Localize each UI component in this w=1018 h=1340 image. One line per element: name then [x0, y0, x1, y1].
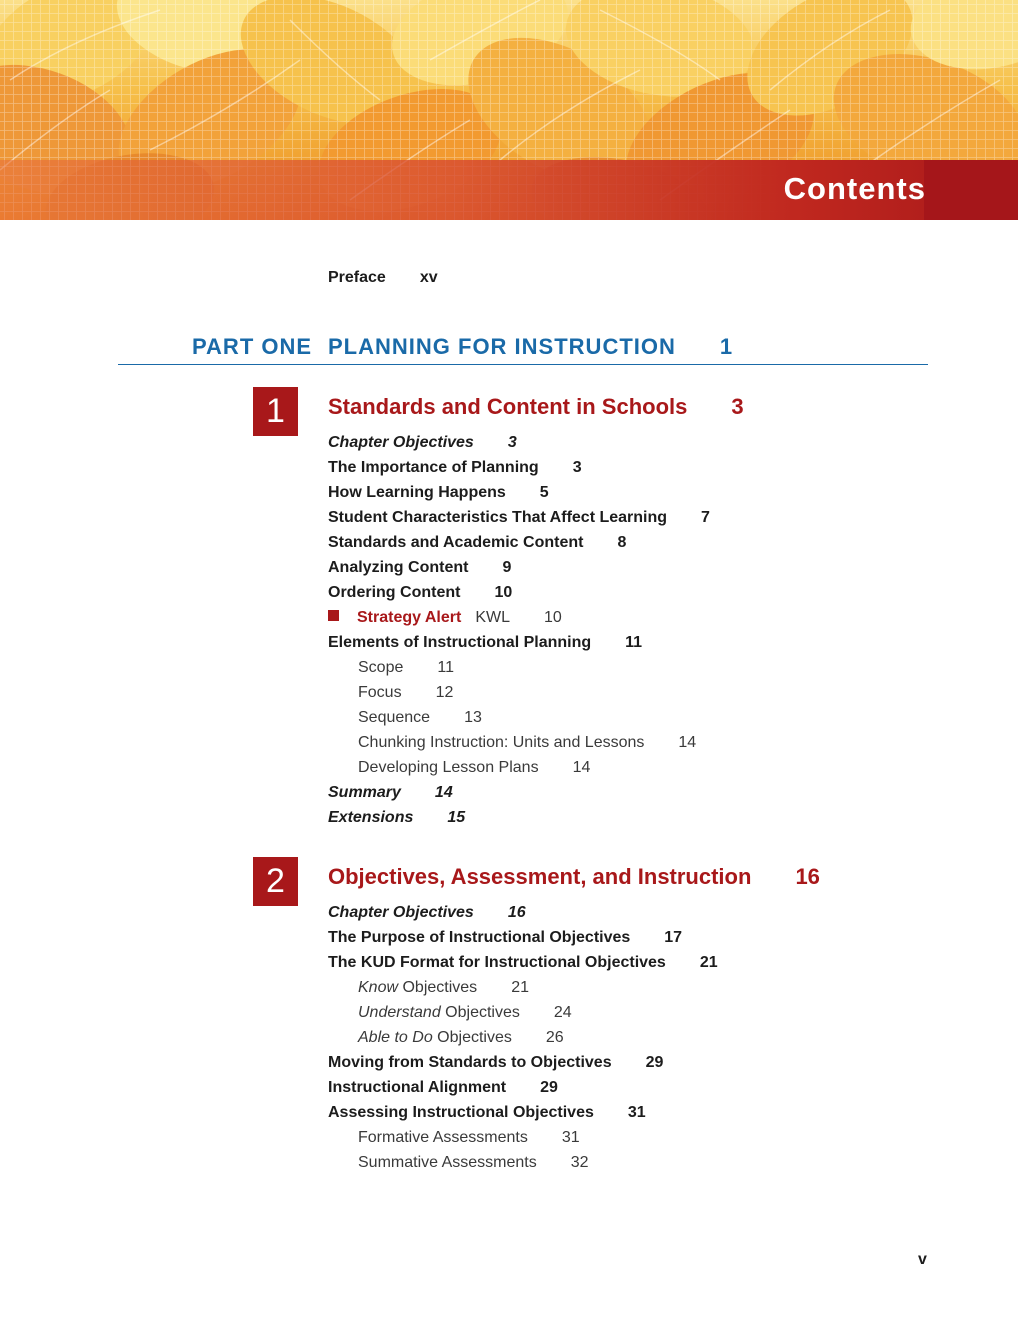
toc-entry[interactable] [328, 953, 718, 973]
part-page: 1 [719, 334, 734, 359]
toc-entry-label-italic: Know [358, 979, 399, 996]
toc-entry-page: 11 [437, 659, 454, 676]
toc-entry-page: 10 [494, 584, 513, 601]
square-bullet-icon [328, 610, 339, 621]
toc-subentry[interactable] [358, 708, 482, 728]
page-number: v [918, 1251, 927, 1268]
strategy-alert-text: KWL [475, 609, 510, 626]
toc-entry-label: The Purpose of Instructional Objectives [328, 929, 631, 946]
strategy-alert-label: Strategy Alert [357, 609, 462, 626]
toc-entry-page: 3 [572, 459, 582, 476]
toc-entry-page: 11 [625, 634, 643, 651]
toc-entry[interactable] [328, 583, 512, 603]
toc-entry-page: 7 [701, 509, 710, 526]
title-band-edge [924, 160, 1018, 220]
toc-entry-label: Summary [328, 784, 401, 801]
toc-entry-label: Developing Lesson Plans [358, 759, 539, 776]
toc-entry-label: Objectives [437, 1029, 512, 1046]
chapter-title[interactable] [328, 864, 820, 890]
toc-subentry[interactable] [358, 1028, 564, 1048]
toc-subentry[interactable] [358, 1003, 572, 1023]
toc-entry-page: 31 [627, 1104, 646, 1121]
toc-entry-summary[interactable] [328, 783, 453, 803]
toc-entry-page: 24 [553, 1004, 572, 1021]
preface-page: xv [419, 269, 438, 286]
toc-entry-page: 8 [617, 534, 627, 551]
chapter-page: 3 [731, 394, 744, 419]
toc-entry-label: Analyzing Content [328, 559, 469, 576]
toc-entry-page: 29 [540, 1079, 558, 1096]
chapter-title-text: Standards and Content in Schools [328, 394, 688, 419]
toc-entry[interactable] [328, 1053, 663, 1073]
toc-entry-page: 3 [507, 434, 517, 451]
toc-entry-label: How Learning Happens [328, 484, 506, 501]
toc-entry-page: 14 [678, 734, 697, 751]
header-banner [0, 0, 1018, 220]
toc-entry[interactable] [328, 1078, 558, 1098]
toc-entry-label: Objectives [402, 979, 478, 996]
toc-entry-label: Focus [358, 684, 402, 701]
toc-entry-extensions[interactable] [328, 808, 465, 828]
toc-subentry[interactable] [358, 978, 529, 998]
toc-entry-label: The KUD Format for Instructional Objectives [328, 954, 666, 971]
toc-entry[interactable] [328, 633, 642, 653]
toc-entry[interactable] [328, 928, 682, 948]
toc-entry-page: 21 [699, 954, 718, 971]
toc-entry-label: Extensions [328, 809, 414, 826]
toc-entry-label: Scope [358, 659, 404, 676]
part-label: PART ONE [192, 334, 313, 359]
toc-entry-label: Chunking Instruction: Units and Lessons [358, 734, 645, 751]
toc-entry[interactable] [328, 558, 511, 578]
toc-entry[interactable] [328, 1103, 646, 1123]
toc-entry-page: 13 [464, 709, 482, 726]
toc-subentry[interactable] [358, 658, 454, 678]
toc-subentry[interactable] [358, 1153, 589, 1173]
toc-entry-page: 15 [447, 809, 466, 826]
toc-entry-label: Standards and Academic Content [328, 534, 584, 551]
part-divider [118, 364, 928, 365]
chapter-number-badge: 2 [253, 857, 298, 906]
toc-entry[interactable] [328, 483, 549, 503]
toc-entry-page: 29 [645, 1054, 664, 1071]
toc-entry-page: 31 [561, 1129, 580, 1146]
toc-subentry[interactable] [358, 1128, 580, 1148]
toc-entry-page: 12 [435, 684, 454, 701]
toc-subentry[interactable] [358, 683, 453, 703]
toc-entry-label: Objectives [445, 1004, 520, 1021]
chapter-title[interactable] [328, 394, 744, 420]
toc-subentry[interactable] [358, 733, 696, 753]
toc-entry-label: The Importance of Planning [328, 459, 539, 476]
toc-entry-page: 17 [664, 929, 683, 946]
chapter-number-badge: 1 [253, 387, 298, 436]
toc-entry-label: Moving from Standards to Objectives [328, 1054, 612, 1071]
toc-entry-page: 32 [570, 1154, 589, 1171]
toc-entry-chapter-objectives[interactable] [328, 433, 517, 453]
page-title: Contents [783, 171, 926, 206]
toc-entry-page: 14 [434, 784, 453, 801]
toc-entry-label-italic: Understand [358, 1004, 441, 1021]
part-title: PLANNING FOR INSTRUCTION [328, 334, 676, 359]
toc-entry-chapter-objectives[interactable] [328, 903, 526, 923]
toc-entry[interactable] [328, 458, 582, 478]
toc-entry-page: 26 [545, 1029, 564, 1046]
toc-entry-page: 21 [511, 979, 529, 996]
toc-entry[interactable] [328, 508, 710, 528]
toc-entry-label: Student Characteristics That Affect Learning [328, 509, 668, 526]
chapter-title-text: Objectives, Assessment, and Instruction [328, 864, 752, 889]
chapter-page: 16 [795, 864, 820, 889]
preface-entry[interactable] [328, 268, 438, 288]
toc-entry[interactable] [328, 533, 626, 553]
toc-entry-label-italic: Able to Do [358, 1029, 433, 1046]
toc-entry-page: 16 [507, 904, 526, 921]
toc-entry-label: Formative Assessments [358, 1129, 528, 1146]
toc-entry-label: Elements of Instructional Planning [328, 634, 592, 651]
toc-entry-page: 10 [544, 609, 562, 626]
toc-entry-label: Ordering Content [328, 584, 461, 601]
toc-entry-label: Instructional Alignment [328, 1079, 507, 1096]
toc-subentry[interactable] [358, 758, 590, 778]
toc-entry-label: Summative Assessments [358, 1154, 537, 1171]
toc-entry-page: 5 [539, 484, 549, 501]
toc-entry-page: 14 [572, 759, 591, 776]
toc-entry-label: Assessing Instructional Objectives [328, 1104, 594, 1121]
part-heading[interactable] [328, 334, 733, 360]
preface-label: Preface [328, 269, 386, 286]
toc-entry-page: 9 [502, 559, 512, 576]
toc-entry-label: Chapter Objectives [328, 434, 474, 451]
toc-entry-label: Sequence [358, 709, 431, 726]
toc-entry-label: Chapter Objectives [328, 904, 474, 921]
toc-entry-strategy-alert[interactable] [328, 608, 562, 628]
